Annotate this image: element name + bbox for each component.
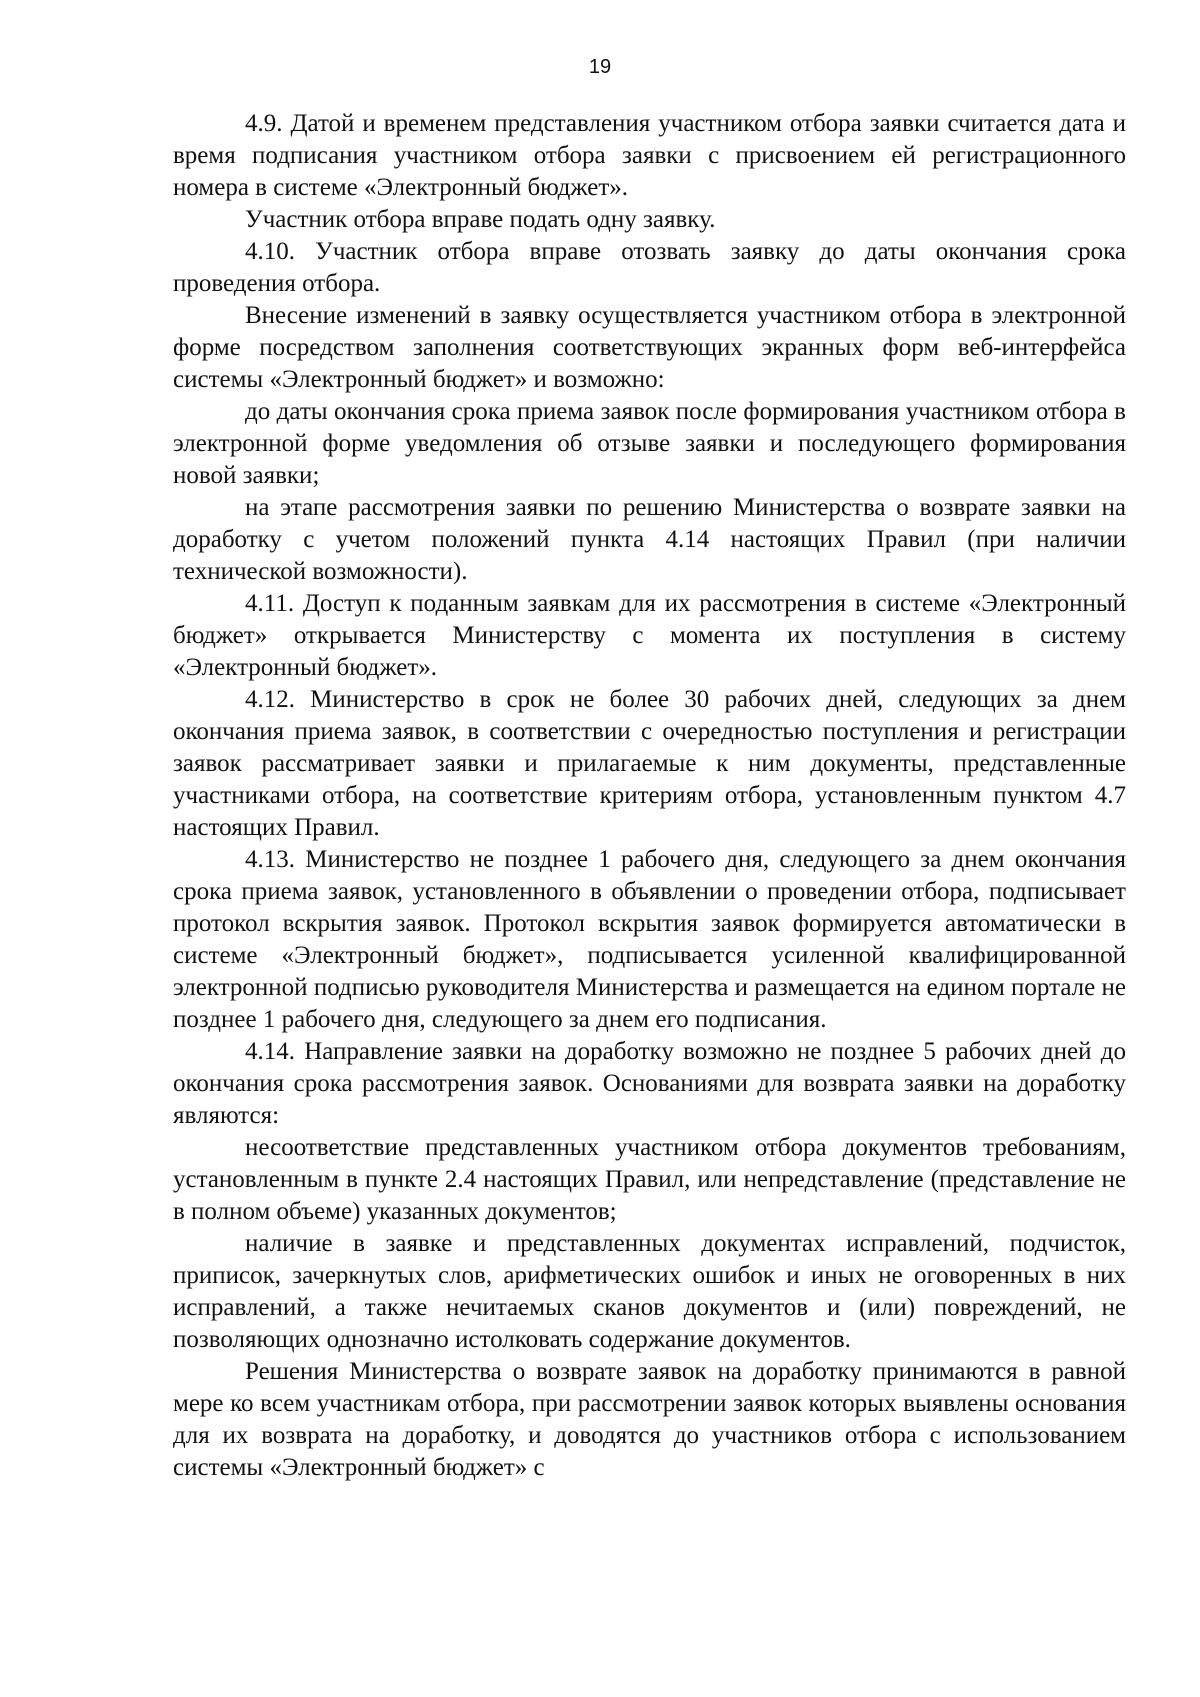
paragraph-4-12: 4.12. Министерство в срок не более 30 рабочих дней, следующих за днем окончания приема заявок, в соответствии с очередностью поступления и регистрации заявок рассматривает заявки и прилагаемые к ним документы, представленные участниками отбора, на соответствие критериям отбора, установленным пунктом 4.7 настоящих Правил. xyxy=(173,686,1126,841)
paragraph-noncompliance: несоответствие представленных участником отбора документов требованиям, установленным в пункте 2.4 настоящих Правил, или непредставление (представление не в полном объеме) указанных документов; xyxy=(173,1134,1126,1225)
paragraph-4-9: 4.9. Датой и временем представления участником отбора заявки считается дата и время подписания участником отбора заявки с присвоением ей регистрационного номера в системе «Электронный бюджет». xyxy=(173,110,1126,201)
paragraph-4-13: 4.13. Министерство не позднее 1 рабочего дня, следующего за днем окончания срока приема заявок, установленного в объявлении о проведении отбора, подписывает протокол вскрытия заявок. Протокол вскрытия заявок формируется автоматически в системе «Электронный бюджет», подписывается усиленной квалифицированной электронной подписью руководителя Министерства и размещается на едином портале не позднее 1 рабочего дня, следующего за днем его подписания. xyxy=(173,846,1126,1033)
paragraph-4-10: 4.10. Участник отбора вправе отозвать заявку до даты окончания срока проведения отбора. xyxy=(173,238,1126,297)
paragraph-before-deadline: до даты окончания срока приема заявок после формирования участником отбора в электронной форме уведомления об отзыве заявки и последующего формирования новой заявки; xyxy=(173,398,1126,489)
paragraph-4-11: 4.11. Доступ к поданным заявкам для их рассмотрения в системе «Электронный бюджет» открывается Министерству с момента их поступления в систему «Электронный бюджет». xyxy=(173,590,1126,681)
paragraph-decisions: Решения Министерства о возврате заявок на доработку принимаются в равной мере ко всем участникам отбора, при рассмотрении заявок которых выявлены основания для их возврата на доработку, и доводятся до участников отбора с использованием системы «Электронный бюджет» с xyxy=(173,1358,1126,1481)
paragraph-4-14: 4.14. Направление заявки на доработку возможно не позднее 5 рабочих дней до окончания срока рассмотрения заявок. Основаниями для возврата заявки на доработку являются: xyxy=(173,1038,1126,1129)
page-number: 19 xyxy=(588,56,612,78)
paragraph-review-stage: на этапе рассмотрения заявки по решению Министерства о возврате заявки на доработку с учетом положений пункта 4.14 настоящих Правил (при наличии технической возможности). xyxy=(173,494,1126,585)
paragraph-amendments: Внесение изменений в заявку осуществляется участником отбора в электронной форме посредством заполнения соответствующих экранных форм веб-интерфейса системы «Электронный бюджет» и возможно: xyxy=(173,302,1126,393)
paragraph-one-application: Участник отбора вправе подать одну заявку. xyxy=(245,206,716,233)
document-body xyxy=(173,108,1126,1484)
paragraph-corrections: наличие в заявке и представленных документах исправлений, подчисток, приписок, зачеркнутых слов, арифметических ошибок и иных не оговоренных в них исправлений, а также нечитаемых сканов документов и (или) повреждений, не позволяющих однозначно истолковать содержание документов. xyxy=(173,1230,1126,1353)
